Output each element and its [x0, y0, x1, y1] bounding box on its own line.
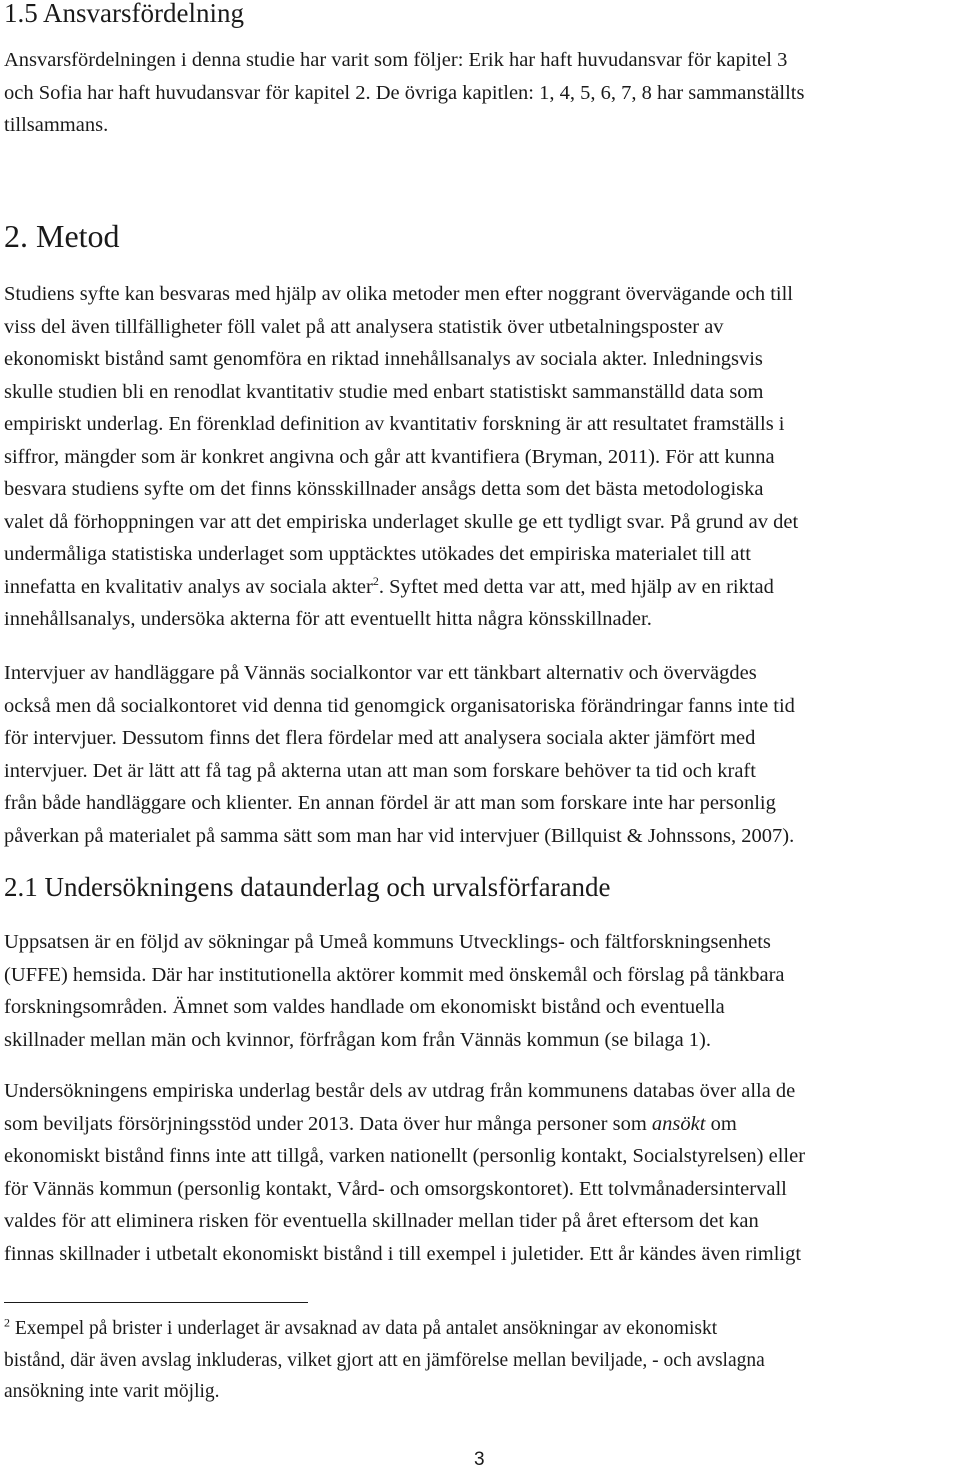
- text-line: Ansvarsfördelningen i denna studie har varit som följer: Erik har haft huvudansvar för kapitel 3: [4, 49, 788, 71]
- text-segment: Exempel på brister i underlaget är avsaknad av data på antalet ansökningar av ekonomiskt: [10, 1318, 718, 1339]
- page-number: 3: [474, 1449, 485, 1470]
- text-line: innehållsanalys, undersöka akterna för att eventuellt hitta några könsskillnader.: [4, 608, 652, 630]
- text-segment: innefatta en kvalitativ analys av sociala akter: [4, 575, 373, 598]
- paragraph-metod-intervjuer: [4, 657, 960, 852]
- text-line: viss del även tillfälligheter föll valet på att analysera statistik över utbetalningsposter av: [4, 315, 724, 338]
- footnote-line: bistånd, där även avslag inkluderas, vilket gjort att en jämförelse mellan beviljade, - och avslagna: [4, 1349, 765, 1371]
- text-line: skulle studien bli en renodlat kvantitativ studie med enbart statistiskt sammanställd data som: [4, 380, 764, 403]
- footnote-reference: 2: [372, 573, 379, 588]
- emphasized-word: ansökt: [651, 1112, 706, 1135]
- paragraph-empiriska-underlag: [4, 1075, 960, 1270]
- text-line: valdes för att eliminera risken för eventuella skillnader mellan tider på året eftersom det kan: [4, 1210, 759, 1232]
- text-line: siffror, mängder som är konkret angivna och går att kvantifiera (Bryman, 2011). För att kunna: [4, 445, 775, 468]
- footnote-separator: [4, 1302, 308, 1303]
- text-line: besvara studiens syfte om det finns könsskillnader ansågs detta som det bästa metodologiska: [4, 478, 764, 500]
- section-heading-ansvarsfordelning: 1.5 Ansvarsfördelning: [4, 0, 244, 28]
- section-heading-dataunderlag: 2.1 Undersökningens dataunderlag och urvalsförfarande: [4, 872, 611, 902]
- text-line: (UFFE) hemsida. Där har institutionella aktörer kommit med önskemål och förslag på tänkbara: [4, 963, 785, 986]
- text-line: ekonomiskt bistånd samt genomföra en riktad innehållsanalys av sociala akter. Inledningsvis: [4, 348, 763, 370]
- text-line: påverkan på materialet på samma sätt som man har vid intervjuer (Billquist & Johnssons, 2007).: [4, 824, 795, 847]
- text-line: från både handläggare och klienter. En annan fördel är att man som forskare inte har personlig: [4, 792, 776, 814]
- text-line: empiriskt underlag. En förenklad definition av kvantitativ forskning är att resultatet framställs i: [4, 413, 785, 435]
- footnote-line: [4, 1313, 960, 1345]
- paragraph-ansvarsfordelning: [4, 44, 960, 142]
- text-line: undermåliga statistiska underlaget som upptäcktes utökades det empiriska materialet till att: [4, 543, 751, 565]
- text-line: intervjuer. Det är lätt att få tag på akterna utan att man som forskare behöver ta tid och kraft: [4, 759, 756, 782]
- paragraph-uppsatsen: [4, 926, 960, 1056]
- text-segment: om: [705, 1112, 737, 1135]
- text-line: Uppsatsen är en följd av sökningar på Umeå kommuns Utvecklings- och fältforskningsenhets: [4, 931, 771, 953]
- footnote-line: ansökning inte varit möjlig.: [4, 1381, 220, 1402]
- text-line: tillsammans.: [4, 114, 109, 136]
- text-line: för intervjuer. Dessutom finns det flera fördelar med att analysera sociala akter jämfört med: [4, 727, 756, 749]
- text-segment: . Syftet med detta var att, med hjälp av en riktad: [378, 575, 774, 598]
- chapter-heading-metod: 2. Metod: [4, 218, 120, 254]
- text-line: Undersökningens empiriska underlag består dels av utdrag från kommunens databas över alla de: [4, 1080, 796, 1102]
- text-line: forskningsområden. Ämnet som valdes handlade om ekonomiskt bistånd och eventuella: [4, 996, 725, 1018]
- text-line: valet då förhoppningen var att det empiriska underlaget skulle ge ett tydligt svar. På grund av det: [4, 510, 799, 533]
- text-line: för Vännäs kommun (personlig kontakt, Vård- och omsorgskontoret). Ett tolvmånadersintervall: [4, 1177, 787, 1200]
- text-line: Intervjuer av handläggare på Vännäs socialkontor var ett tänkbart alternativ och övervägdes: [4, 662, 757, 684]
- text-line: och Sofia har haft huvudansvar för kapitel 2. De övriga kapitlen: 1, 4, 5, 6, 7, 8 har sammanställts: [4, 81, 805, 104]
- text-line: skillnader mellan män och kvinnor, förfrågan kom från Vännäs kommun (se bilaga 1).: [4, 1028, 711, 1051]
- text-line: ekonomiskt bistånd finns inte att tillgå, varken nationellt (personlig kontakt, Socialstyrelsen) eller: [4, 1145, 806, 1167]
- footnote: [4, 1313, 960, 1408]
- paragraph-metod-intro: [4, 278, 960, 636]
- text-line-with-emphasis: [4, 1108, 960, 1141]
- text-line: Studiens syfte kan besvaras med hjälp av olika metoder men efter noggrant övervägande och till: [4, 283, 793, 305]
- text-line: finnas skillnader i utbetalt ekonomiskt bistånd i till exempel i juletider. Ett år kändes även rimligt: [4, 1242, 802, 1265]
- text-segment: som beviljats försörjningsstöd under 2013. Data över hur många personer som: [4, 1112, 652, 1135]
- footnote-marker: 2: [4, 1315, 10, 1330]
- text-line: också men då socialkontoret vid denna tid genomgick organisatoriska förändringar fanns inte tid: [4, 694, 795, 717]
- text-line-with-footnote-ref: [4, 571, 960, 604]
